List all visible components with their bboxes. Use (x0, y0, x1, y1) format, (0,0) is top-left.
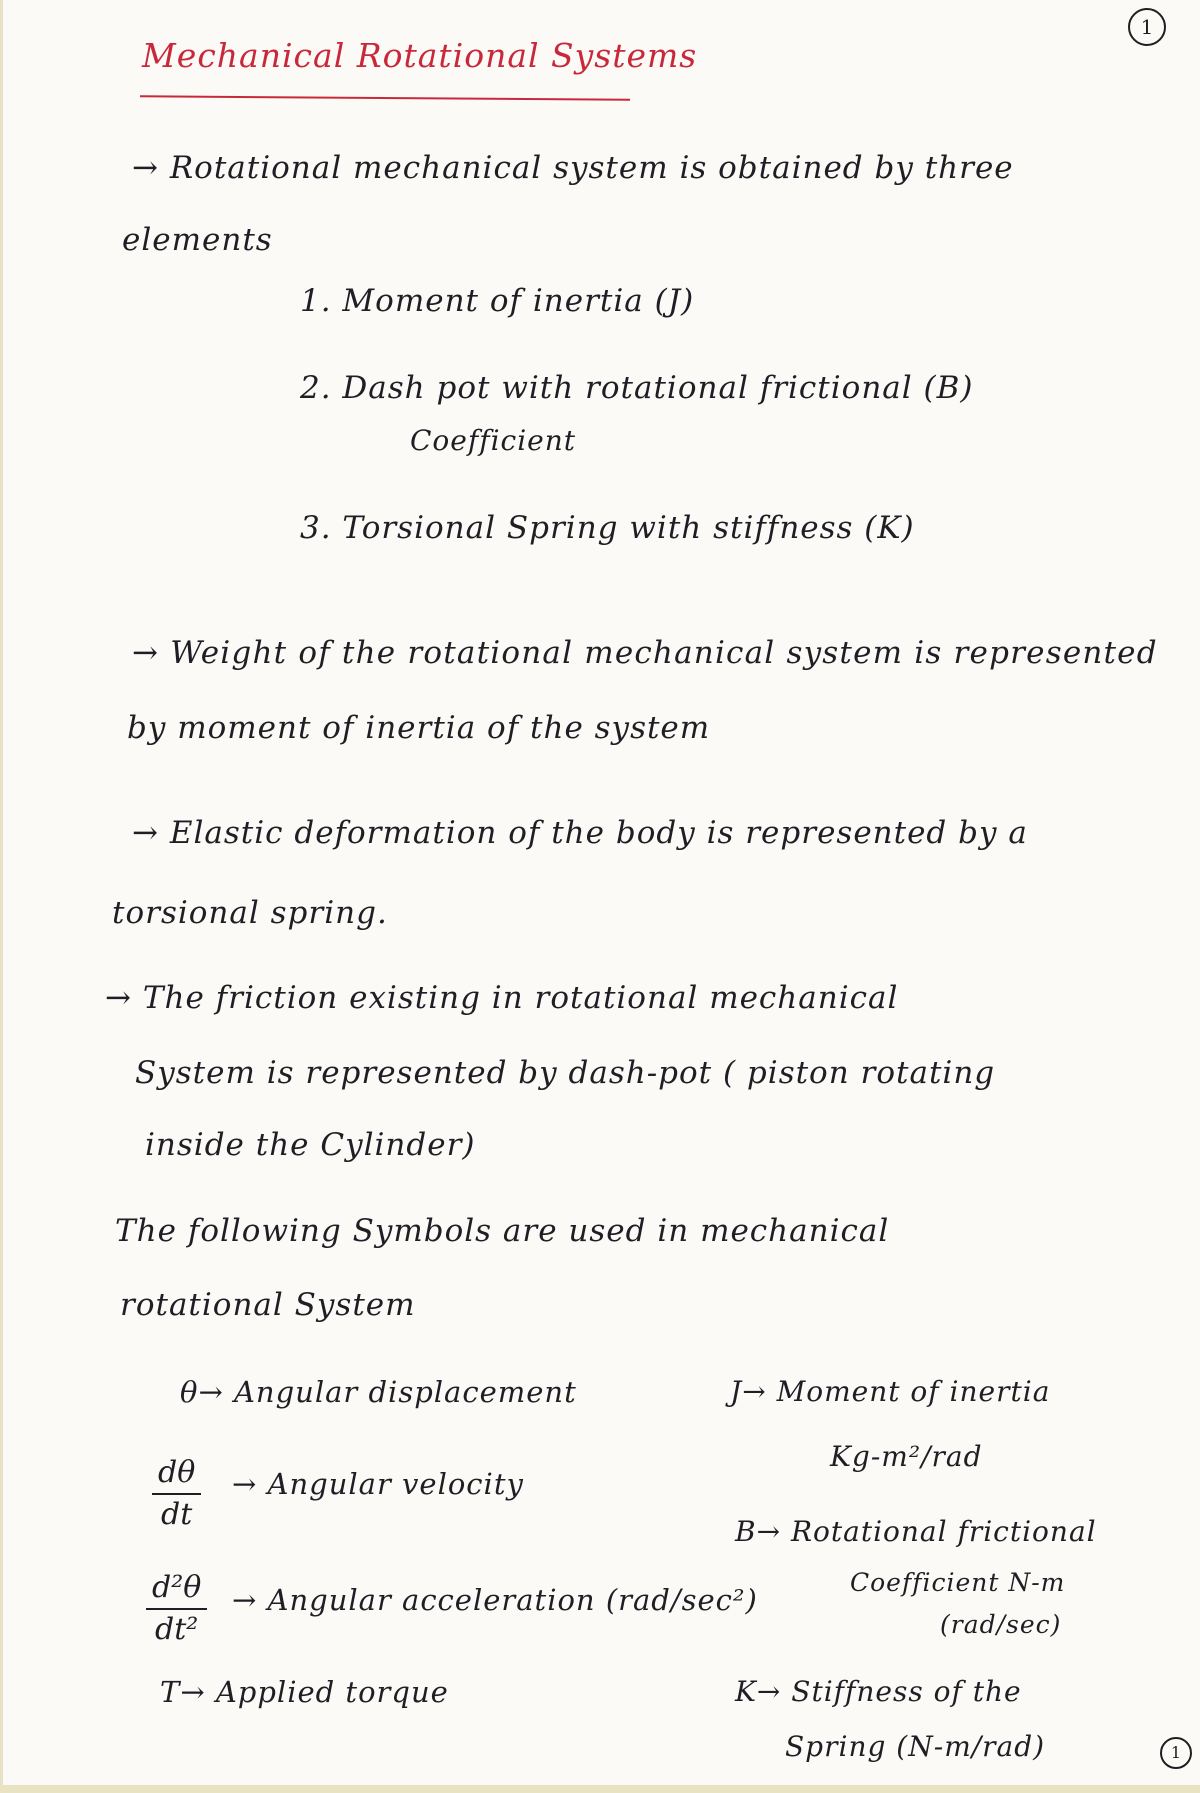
symbol-torque: T→ Applied torque (160, 1675, 449, 1709)
weight-line-1: → Weight of the rotational mechanical system is represented (132, 635, 1158, 671)
symbols-intro-line-2: rotational System (120, 1287, 416, 1323)
symbol-J-unit: Kg-m²/rad (830, 1440, 983, 1473)
element-item-3: 3. Torsional Spring with stiffness (K) (300, 510, 915, 546)
velocity-denominator: dt (161, 1497, 193, 1532)
intro-line-2: elements (122, 222, 273, 258)
symbol-B: B→ Rotational frictional (735, 1515, 1097, 1548)
title-underline (140, 95, 630, 100)
page-number-top: 1 (1128, 8, 1166, 46)
page-title: Mechanical Rotational Systems (142, 36, 698, 75)
elastic-line-2: torsional spring. (112, 895, 388, 931)
element-item-1: 1. Moment of inertia (J) (300, 283, 695, 319)
page-edge (0, 0, 3, 1793)
acceleration-numerator: d²θ (146, 1568, 207, 1610)
symbol-acceleration-label: → Angular acceleration (rad/sec²) (232, 1583, 758, 1617)
element-item-2-continued: Coefficient (410, 424, 577, 457)
friction-line-2: System is represented by dash-pot ( piston rotating (135, 1055, 996, 1091)
symbol-velocity-label: → Angular velocity (232, 1467, 524, 1501)
symbol-theta: θ→ Angular displacement (180, 1375, 577, 1409)
symbol-B-line-3: (rad/sec) (940, 1610, 1062, 1639)
element-item-2: 2. Dash pot with rotational frictional (B) (300, 370, 974, 406)
symbol-K-unit: Spring (N-m/rad) (785, 1730, 1046, 1763)
symbol-J: J→ Moment of inertia (730, 1375, 1051, 1408)
page-number-bottom: 1 (1160, 1737, 1192, 1769)
velocity-numerator: dθ (152, 1453, 201, 1495)
symbol-K: K→ Stiffness of the (735, 1675, 1022, 1708)
page-bottom-edge (0, 1785, 1200, 1793)
symbols-intro-line-1: The following Symbols are used in mechanical (115, 1213, 890, 1249)
intro-line-1: → Rotational mechanical system is obtained by three (132, 150, 1014, 186)
acceleration-denominator: dt² (155, 1612, 199, 1647)
velocity-fraction (152, 1453, 201, 1535)
elastic-line-1: → Elastic deformation of the body is represented by a (132, 815, 1028, 851)
symbol-B-line-2: Coefficient N-m (850, 1568, 1066, 1597)
acceleration-fraction (146, 1568, 207, 1650)
friction-line-3: inside the Cylinder) (145, 1127, 476, 1163)
weight-line-2: by moment of inertia of the system (127, 710, 711, 746)
friction-line-1: → The friction existing in rotational mechanical (105, 980, 899, 1016)
